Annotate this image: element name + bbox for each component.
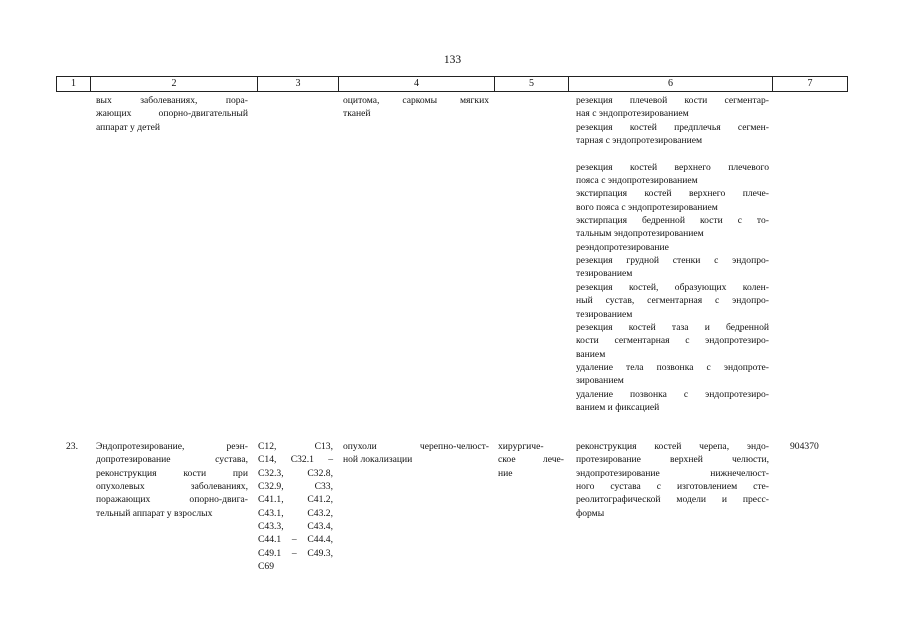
text-line: зированием: [576, 375, 624, 387]
text-line: реолитографической модели и пресс-: [576, 494, 769, 506]
table-header-row: [56, 76, 848, 92]
column-header-1: 1: [56, 77, 90, 91]
text-line: C32.3, C32.8,: [258, 467, 333, 479]
continuation-col2: [96, 94, 248, 134]
text-line: ный сустав, сегментарная с эндопро-: [576, 295, 769, 307]
text-line: резекция плечевой кости сегментар-: [576, 95, 769, 106]
text-line: C41.1, C41.2,: [258, 494, 333, 506]
text-line: ние: [498, 467, 513, 479]
text-line: опухолевых заболеваниях,: [96, 481, 248, 493]
text-line: ванием: [576, 348, 606, 360]
text-line: ной локализации: [343, 454, 413, 466]
text-line: C69: [258, 561, 274, 573]
column-header-4: 4: [338, 77, 494, 91]
text-line: удаление тела позвонка с эндопроте-: [576, 361, 769, 373]
text-line: ного сустава с изготовлением сте-: [576, 481, 769, 493]
text-line: реконструкция костей черепа, эндо-: [576, 441, 769, 452]
text-line: резекция костей предплечья сегмен-: [576, 121, 769, 133]
text-line: тканей: [343, 108, 371, 120]
row-number: 23.: [66, 441, 78, 452]
text-line: вых заболеваниях, пора-: [96, 95, 248, 106]
row23-col7-value: 904370: [790, 441, 819, 452]
text-line: оцитома, саркомы мягких: [343, 95, 489, 106]
text-line: C49.1 – C49.3,: [258, 547, 333, 559]
text-line: тарная с эндопротезированием: [576, 135, 703, 147]
text-line: тезированием: [576, 308, 633, 320]
text-line: C14, C32.1 –: [258, 454, 333, 466]
page-number: 133: [443, 54, 462, 66]
column-header-2: 2: [90, 77, 257, 91]
column-header-5: 5: [494, 77, 568, 91]
text-line: тезированием: [576, 268, 633, 280]
text-line: Эндопротезирование, реэн-: [96, 441, 248, 452]
text-line: тальным эндопротезированием: [576, 228, 704, 240]
row23-col4: [343, 440, 489, 467]
row23-col2: [96, 440, 248, 520]
text-line: C44.1 – C44.4,: [258, 534, 333, 546]
text-line: кости сегментарная с эндопротезиро-: [576, 335, 769, 347]
column-header-6: 6: [568, 77, 772, 91]
continuation-col6: [576, 94, 769, 414]
text-line: ванием и фиксацией: [576, 401, 660, 413]
continuation-col4: [343, 94, 489, 121]
text-line: допротезирование сустава,: [96, 454, 248, 466]
text-line: формы: [576, 507, 605, 519]
text-line: реконструкция кости при: [96, 467, 248, 479]
text-line: реэндопротезирование: [576, 241, 669, 253]
text-line: резекция грудной стенки с эндопро-: [576, 255, 769, 267]
text-line: поражающих опорно-двига-: [96, 494, 248, 506]
text-line: вого пояса с эндопротезированием: [576, 201, 718, 213]
text-line: аппарат у детей: [96, 121, 160, 133]
text-line: пояса с эндопротезированием: [576, 175, 698, 187]
text-line: ское лече-: [498, 454, 564, 466]
text-line: резекция костей таза и бедренной: [576, 321, 769, 333]
text-line: удаление позвонка с эндопротезиро-: [576, 388, 769, 400]
text-line: ная с эндопротезированием: [576, 108, 689, 120]
text-line: резекция костей, образующих колен-: [576, 281, 769, 293]
row23-col3-codes: [258, 440, 333, 573]
blank-line: [576, 147, 769, 160]
text-line: протезирование верхней челюсти,: [576, 454, 769, 466]
text-line: резекция костей верхнего плечевого: [576, 161, 769, 173]
text-line: C12, C13,: [258, 441, 333, 452]
text-line: жающих опорно-двигательный: [96, 108, 248, 120]
text-line: C32.9, C33,: [258, 481, 333, 493]
text-line: экстирпация бедренной кости с то-: [576, 215, 769, 227]
text-line: тельный аппарат у взрослых: [96, 507, 213, 519]
row23-col5: [498, 440, 564, 480]
text-line: C43.3, C43.4,: [258, 521, 333, 533]
text-line: C43.1, C43.2,: [258, 507, 333, 519]
text-line: хирургиче-: [498, 441, 544, 452]
text-line: опухоли черепно-челюст-: [343, 441, 489, 452]
column-header-7: 7: [772, 77, 848, 91]
text-line: эндопротезирование нижнечелюст-: [576, 467, 769, 479]
column-header-3: 3: [257, 77, 338, 91]
text-line: экстирпация костей верхнего плече-: [576, 188, 769, 200]
row23-col6: [576, 440, 769, 520]
